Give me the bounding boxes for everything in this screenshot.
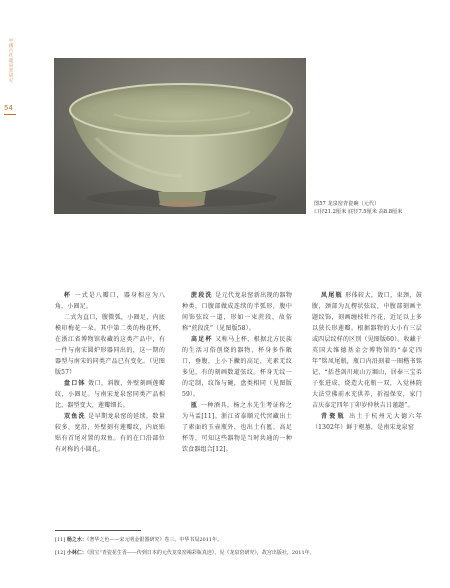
term: 凤尾瓶	[321, 292, 343, 299]
paragraph-text: 一种酒具，杨之水先生考证称之为马盂[11]。浙江省泰顺元代窖藏出土了素面的玉壶瓶外，也出土有匜、高足杯等，可知这些器物是当时共通的一种饮食器组合[12]。	[182, 402, 292, 453]
footnote-number: [12]	[55, 550, 66, 556]
term: 青瓷瓶	[321, 413, 346, 420]
figure-caption-dimensions: 口径21.2厘米 底径7.5厘米 高8.8厘米	[314, 209, 403, 215]
paragraph	[55, 312, 165, 378]
footnote-rule	[55, 530, 141, 531]
term: 匜	[191, 402, 199, 409]
term: 高足杯	[191, 336, 213, 343]
page-number: 54	[4, 104, 13, 112]
term: 双鱼洗	[64, 413, 86, 420]
term: 盘口钵	[64, 380, 86, 387]
paragraph	[312, 411, 422, 433]
paragraph-text: 是早期龙泉窑的延续，数量较多，宽沿，外壁刻有莲瓣纹，内底贴贴有首尾对置的双鱼。有的在口沿部位有对称的小圆孔。	[55, 413, 165, 453]
running-head-vertical: 中國古代龍泉窯研究	[8, 38, 13, 83]
celadon-bowl-illustration	[54, 58, 306, 214]
paragraph	[182, 400, 292, 455]
celadon-bowl-photo	[54, 58, 306, 214]
footnote-number: [11]	[55, 537, 66, 543]
paragraph	[312, 290, 422, 411]
paragraph-text: 二式为直口，腹微弧，小圈足，内底模印梅花一朵。其中第二类的梅花杯，在浙江省博物馆收藏的这类产品中，有一件与南宋圆炉形器同出的，这一期的器型与南宋的同类产品已有变化。（见图版57）	[55, 314, 165, 376]
paragraph-text: 敛口，斜腹，外壁刻画莲瓣纹，小圈足。与南宋龙泉窑同类产品相比，器型变大，莲瓣细长。	[55, 380, 165, 409]
page-number-rule	[4, 114, 16, 115]
paragraph-text: 又称马上杯，根据北方民族的生活习俗创烧的器物，杯身多作敞口，垂腹，上小下撇的高足，光素无纹多见，有的刻画数道弦纹。杯身无纹一的定制，纹饰与碗，盘类相同（见图版59）。	[182, 336, 292, 398]
text-column-2	[182, 290, 292, 455]
paragraph	[182, 290, 292, 334]
footnote	[55, 536, 222, 543]
footnote	[55, 549, 315, 556]
paragraph	[55, 378, 165, 411]
text-column-3	[312, 290, 422, 433]
figure-caption-title: 图57 龙泉窑青瓷碗（元代）	[314, 201, 380, 207]
paragraph	[55, 411, 165, 455]
paragraph-text: 是元代龙泉窑新出现的器物种类，口腹部做成连续的半弧形，腹中间饰弦纹一道，形如一束蔗段，故俗称“蔗段洗”（见图版58）。	[182, 292, 292, 332]
paragraph	[55, 290, 165, 312]
paragraph	[182, 334, 292, 400]
footnote-text: 《国宝“青瓷花生香——传到日本的元代龙泉窑褐彩瓶真迹》，见《龙泉窑研究》，故宫出版社，2011年。	[86, 550, 315, 556]
footnote-author: 小林仁：	[66, 550, 87, 556]
footnote-author: 杨之水：	[66, 537, 87, 543]
term: 杯	[64, 292, 72, 299]
term: 蔗段洗	[191, 292, 213, 299]
paragraph-text: 一式是八瓣口，器身相应为八角，小圈足。	[55, 292, 165, 310]
footnote-text: 《奢华之色——宋元明金银器研究》卷三，中华书局2011年。	[86, 537, 223, 543]
paragraph-text: 形体较大，敛口，束颈，鼓腹，颈部为瓦楞状弦纹，中腹部刻画主题纹饰，刻画缠枝牡丹花，近足以上多以狭长形莲瓣。根据器物的大小有三层或四层纹样的区别（见图版60）。收藏于英国大维德基金会博物馆的“泰定四年”铭凤尾瓶，瓶口内沿刻着一圈楷书铭记，“括苍剑川琉山万堀山，居奉三宝弟子张进成，烧造大花瓶一双，入觉林院大法堂佛前永充供养，祈福保安，家门吉庆泰定四年丁卯岁仲秋吉日谨题”。	[312, 292, 422, 409]
text-column-1	[55, 290, 165, 455]
paragraph-text: 出土于杭州元大德六年（1302年）鲜于枢墓，是南宋龙泉窑	[312, 413, 422, 431]
